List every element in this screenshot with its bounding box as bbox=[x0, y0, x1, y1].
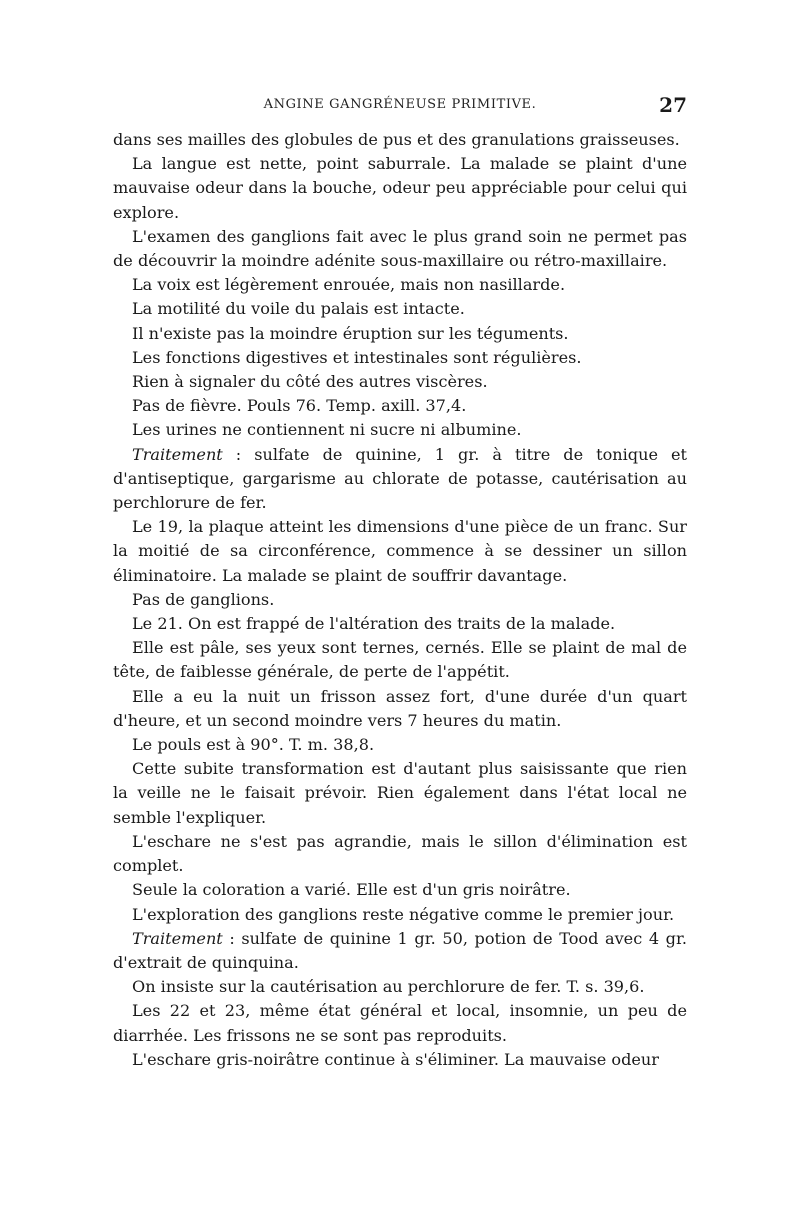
paragraph bbox=[113, 418, 687, 442]
paragraph-text: dans ses mailles des globules de pus et des granulations graisseuses. bbox=[113, 130, 680, 149]
paragraph-text: Le pouls est à 90°. T. m. 38,8. bbox=[132, 735, 375, 755]
paragraph-text: L'eschare gris-noirâtre continue à s'éliminer. La mauvaise odeur bbox=[132, 1049, 659, 1069]
paragraph-text: Cette subite transformation est d'autant plus saisissante que rien la veille ne le faisait prévoir. Rien également dans l'état local ne semble l'expliquer. bbox=[113, 759, 687, 827]
body-text bbox=[113, 128, 687, 1072]
paragraph bbox=[113, 443, 687, 516]
paragraph-text: L'examen des ganglions fait avec le plus grand soin ne permet pas de découvrir la moindre adénite sous-maxillaire ou rétro-maxillaire. bbox=[113, 226, 687, 271]
paragraph bbox=[113, 685, 687, 733]
paragraph-text: : sulfate de quinine 1 gr. 50, potion de Tood avec 4 gr. d'extrait de quinquina. bbox=[113, 928, 687, 972]
paragraph bbox=[113, 128, 687, 152]
paragraph bbox=[113, 903, 687, 927]
paragraph bbox=[113, 757, 687, 830]
paragraph-text: Le 21. On est frappé de l'altération des traits de la malade. bbox=[132, 614, 616, 634]
paragraph-text: L'eschare ne s'est pas agrandie, mais le sillon d'élimination est complet. bbox=[113, 831, 687, 876]
paragraph-text: L'exploration des ganglions reste négative comme le premier jour. bbox=[132, 904, 675, 924]
paragraph bbox=[113, 1048, 687, 1072]
paragraph-text: La motilité du voile du palais est intacte. bbox=[132, 299, 465, 319]
paragraph bbox=[113, 225, 687, 273]
paragraph-text: : sulfate de quinine, 1 gr. à titre de tonique et d'antiseptique, gargarisme au chlorate de potasse, cautérisation au perchlorure de fer. bbox=[113, 444, 687, 513]
paragraph-text: Le 19, la plaque atteint les dimensions d'une pièce de un franc. Sur la moitié de sa circonférence, commence à se dessiner un sillon éliminatoire. La malade se plaint de souffrir davantage. bbox=[113, 517, 687, 585]
page-number: 27 bbox=[659, 93, 687, 117]
paragraph-text: La voix est légèrement enrouée, mais non nasillarde. bbox=[132, 275, 566, 295]
paragraph bbox=[113, 733, 687, 757]
paragraph-text: On insiste sur la cautérisation au perchlorure de fer. T. s. 39,6. bbox=[132, 977, 645, 997]
paragraph-text: Elle a eu la nuit un frisson assez fort, d'une durée d'un quart d'heure, et un second moindre vers 7 heures du matin. bbox=[113, 686, 687, 730]
paragraph-text: Les 22 et 23, même état général et local, insomnie, un peu de diarrhée. Les frissons ne se sont pas reproduits. bbox=[113, 1001, 687, 1045]
treatment-label: Traitement bbox=[132, 928, 223, 948]
paragraph bbox=[113, 322, 687, 346]
paragraph-text: Rien à signaler du côté des autres viscères. bbox=[132, 372, 488, 392]
paragraph bbox=[113, 830, 687, 878]
paragraph-text: Pas de ganglions. bbox=[132, 589, 275, 609]
paragraph-text: Les fonctions digestives et intestinales sont régulières. bbox=[132, 347, 582, 367]
paragraph bbox=[113, 297, 687, 321]
paragraph-text: Seule la coloration a varié. Elle est d'un gris noirâtre. bbox=[132, 880, 571, 900]
paragraph bbox=[113, 612, 687, 636]
paragraph-text: La langue est nette, point saburrale. La malade se plaint d'une mauvaise odeur dans la bouche, odeur peu appréciable pour celui qui explore. bbox=[113, 154, 687, 222]
paragraph-text: Les urines ne contiennent ni sucre ni albumine. bbox=[132, 420, 522, 440]
paragraph bbox=[113, 346, 687, 370]
paragraph-text: Elle est pâle, ses yeux sont ternes, cernés. Elle se plaint de mal de tête, de faiblesse générale, de perte de l'appétit. bbox=[113, 638, 687, 682]
treatment-label: Traitement bbox=[132, 444, 223, 464]
running-head bbox=[115, 93, 685, 117]
paragraph bbox=[113, 394, 687, 418]
paragraph bbox=[113, 152, 687, 225]
paragraph bbox=[113, 370, 687, 394]
running-title: ANGINE GANGRÉNEUSE PRIMITIVE. bbox=[263, 97, 537, 112]
paragraph-text: Pas de fièvre. Pouls 76. Temp. axill. 37,4. bbox=[132, 396, 467, 416]
paragraph bbox=[113, 273, 687, 297]
paragraph bbox=[113, 878, 687, 902]
paragraph bbox=[113, 975, 687, 999]
paragraph-text: Il n'existe pas la moindre éruption sur les téguments. bbox=[132, 323, 569, 343]
paragraph bbox=[113, 927, 687, 975]
paragraph bbox=[113, 588, 687, 612]
paragraph bbox=[113, 515, 687, 588]
paragraph bbox=[113, 636, 687, 684]
paragraph bbox=[113, 999, 687, 1047]
